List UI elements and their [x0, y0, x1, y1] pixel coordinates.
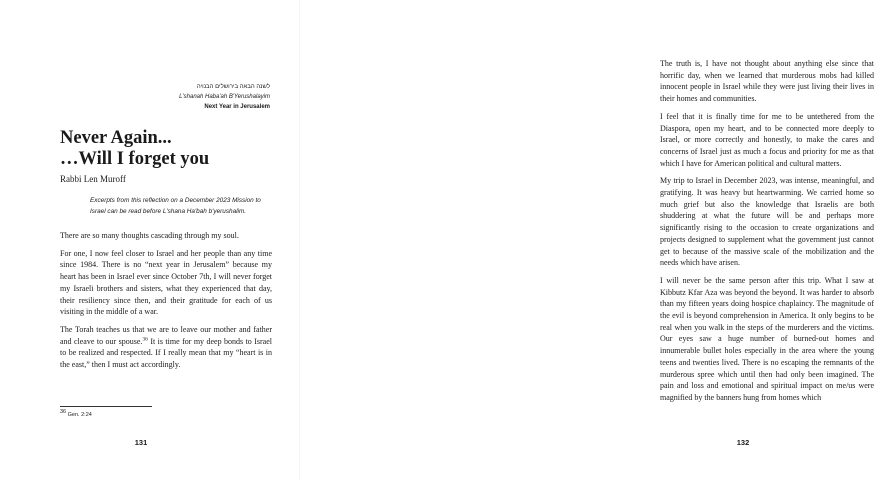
epigraph-hebrew: לשנה הבאה בירושלים הבנויה — [196, 84, 270, 90]
footnote-divider — [60, 406, 152, 407]
excerpt-note: Excerpts from this reflection on a December 2023 Mission to Israel can be read before L'shana Ha'bah b'yerushalim. — [90, 197, 261, 215]
paragraph: I will never be the same person after this trip. What I saw at Kibbutz Kfar Aza was beyond the beyond. It was harder to absorb than my fifteen years doing hospice chaplaincy. The magnitude of the evil is beyond comprehension in America. It only begins to be real when you walk in the steps of the murderers and the victims. Our eyes saw a huge number of burned-out homes and innumerable bullet holes especially in the area where the young teens and twenties lived. There is no escaping the remnants of the murderous spree which until then had only been imagined. The pain and loss and emotional and spiritual impact on me/us were magnified by the banners hung from homes which — [660, 275, 874, 402]
right-body-text — [660, 58, 874, 410]
page-number-right: 132 — [736, 438, 750, 447]
paragraph: My trip to Israel in December 2023, was intense, meaningful, and gratifying. It was heavy but heartwarming. We carried home so much grief but also the knowledge that Israelis are both shuddering at what the future will be and perhaps more significantly rising to the occasion to create organizations and projects designed to supplement what the government just cannot get to because of the massive scale of the mobilization and the needs which have arisen. — [660, 176, 874, 268]
epigraph — [60, 82, 270, 112]
title-line-1: Never Again... — [60, 128, 172, 148]
author-byline: Rabbi Len Muroff — [60, 174, 126, 184]
footnote — [60, 409, 92, 418]
footnote-text: Gen. 2:24 — [66, 412, 92, 418]
paragraph-text-continued: It is time for my deep bonds to Israel to be realized and respected. If I really mean that my “heart is in the east,” then I must act accordingly. — [60, 336, 273, 370]
paragraph-text: For one, I now feel closer to Israel and her people than any time since 1984. There is no “next year in Jerusalem” because my heart has been in Israel ever since October 7th, I will never forget my Israeli brothers and sisters, what they experienced that day, their resiliency since then, and their gratitude for each of us visiting in the middle of a war. — [60, 248, 272, 317]
paragraph: I feel that it is finally time for me to be untethered from the Diaspora, open my heart, and to be connected more deeply to Israel, or more correctly and honestly, to make the cares and concerns of Israel just as much a focus and priority for me as that which I have for American political and cultural matters. — [660, 111, 874, 168]
title-line-2: …Will I forget you — [60, 149, 210, 169]
paragraph: The truth is, I have not thought about anything else since that horrific day, when we learned that murderous mobs had killed innocent people in Israel while they were just living their lives in their homes and communities. — [660, 59, 874, 104]
paragraph: There are so many thoughts cascading through my soul. — [60, 231, 239, 240]
chapter-title — [60, 128, 280, 170]
epigraph-english: Next Year in Jerusalem — [204, 104, 270, 110]
footnote-number: 36 — [60, 409, 67, 416]
left-body-text — [60, 230, 272, 377]
epigraph-transliteration: L'shanah Haba'ah B'Yerushalayim — [179, 94, 270, 100]
left-page — [0, 0, 300, 480]
paragraph-text: The Torah teaches us that we are to leave our mother and father and cleave to our spouse. — [60, 324, 272, 346]
footnote-reference: 36 — [142, 335, 148, 342]
paragraph — [60, 324, 272, 371]
page-number-left: 131 — [134, 438, 148, 447]
right-page — [300, 0, 874, 480]
paragraph — [60, 248, 272, 318]
